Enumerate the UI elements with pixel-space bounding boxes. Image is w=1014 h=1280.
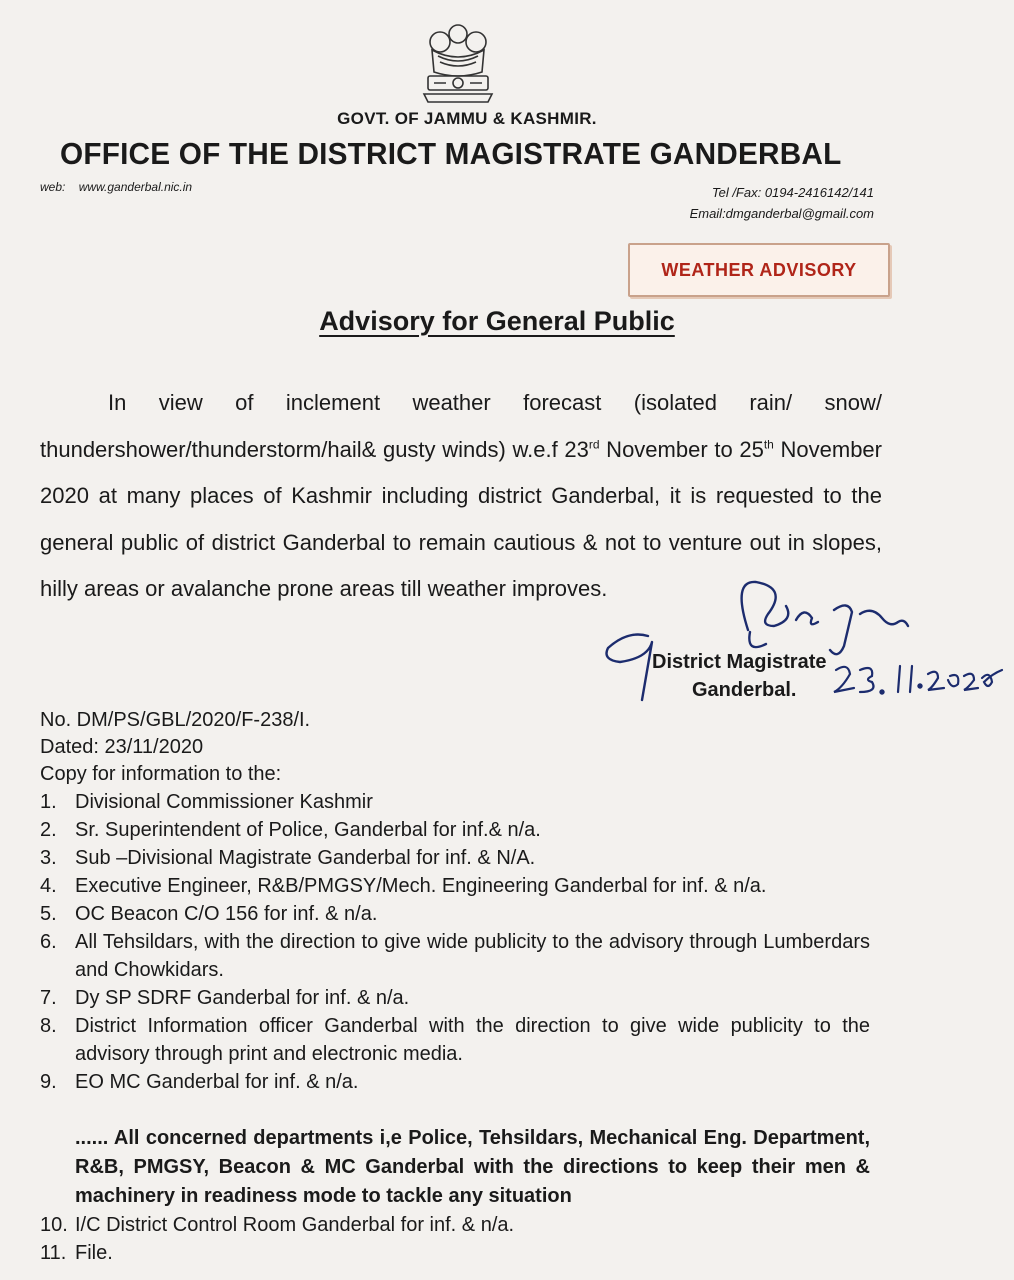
list-item: 2. Sr. Superintendent of Police, Ganderbal for inf.& n/a. [40,819,541,841]
website-url: www.ganderbal.nic.in [78,180,193,194]
body-part-3: November 2020 at many places of Kashmir including district Ganderbal, it is requested to the general public of district Ganderbal to remain cautious & not to venture out in slopes, hilly areas or avalanche prone areas till weather improves. [40,436,882,601]
government-heading: GOVT. OF JAMMU & KASHMIR. [337,109,597,128]
copy-list-continued [40,1211,870,1267]
contact-block [690,182,874,224]
badge-label: WEATHER ADVISORY [661,259,857,280]
email: Email:dmganderbal@gmail.com [689,206,874,221]
weather-advisory-badge [628,243,890,297]
national-emblem-icon [410,20,506,106]
reference-block [40,707,310,788]
reference-number: No. DM/PS/GBL/2020/F-238/I. [40,709,311,731]
concerned-departments-note: ...... All concerned departments i,e Police, Tehsildars, Mechanical Eng. Department, R&B, PMGSY, Beacon & MC Ganderbal with the directions to keep their men & machinery in readiness mode to tackle any situation [75,1127,870,1207]
advisory-title: Advisory for General Public [319,306,675,336]
list-item: 6. All Tehsildars, with the direction to give wide publicity to the advisory through Lumberdars and Chowkidars. [40,931,870,981]
copy-list [40,788,870,1096]
signatory-title: District Magistrate [652,651,827,673]
copy-heading: Copy for information to the: [40,763,282,785]
list-item: 5. OC Beacon C/O 156 for inf. & n/a. [40,903,378,925]
website-line [40,180,192,194]
list-item: 8. District Information officer Ganderbal with the direction to give wide publicity to the advisory through print and electronic media. [40,1015,870,1065]
list-item: 4. Executive Engineer, R&B/PMGSY/Mech. Engineering Ganderbal for inf. & n/a. [40,875,767,897]
sup-th: th [763,437,774,452]
list-item: 1. Divisional Commissioner Kashmir [40,791,373,813]
web-label: web: [40,180,66,194]
handwritten-date [834,666,1002,694]
signatory-district: Ganderbal. [692,679,797,701]
list-item: 11. File. [40,1242,113,1264]
body-part-1: In view of inclement weather forecast (isolated rain/ snow/ thundershower/thunderstorm/hail& gusty winds) w.e.f 23 [40,390,882,462]
sup-rd: rd [588,437,600,452]
reference-date: Dated: 23/11/2020 [40,736,204,758]
list-item: 9. EO MC Ganderbal for inf. & n/a. [40,1071,359,1093]
body-part-2: November to 25 [599,436,764,462]
tel-fax: Tel /Fax: 0194-2416142/141 [711,185,874,200]
list-item: 7. Dy SP SDRF Ganderbal for inf. & n/a. [40,987,410,1009]
office-heading: OFFICE OF THE DISTRICT MAGISTRATE GANDERBAL [60,136,842,171]
list-item: 3. Sub –Divisional Magistrate Ganderbal for inf. & N/A. [40,847,536,869]
handwritten-signature [598,570,1014,710]
list-item: 10. I/C District Control Room Ganderbal for inf. & n/a. [40,1214,515,1236]
